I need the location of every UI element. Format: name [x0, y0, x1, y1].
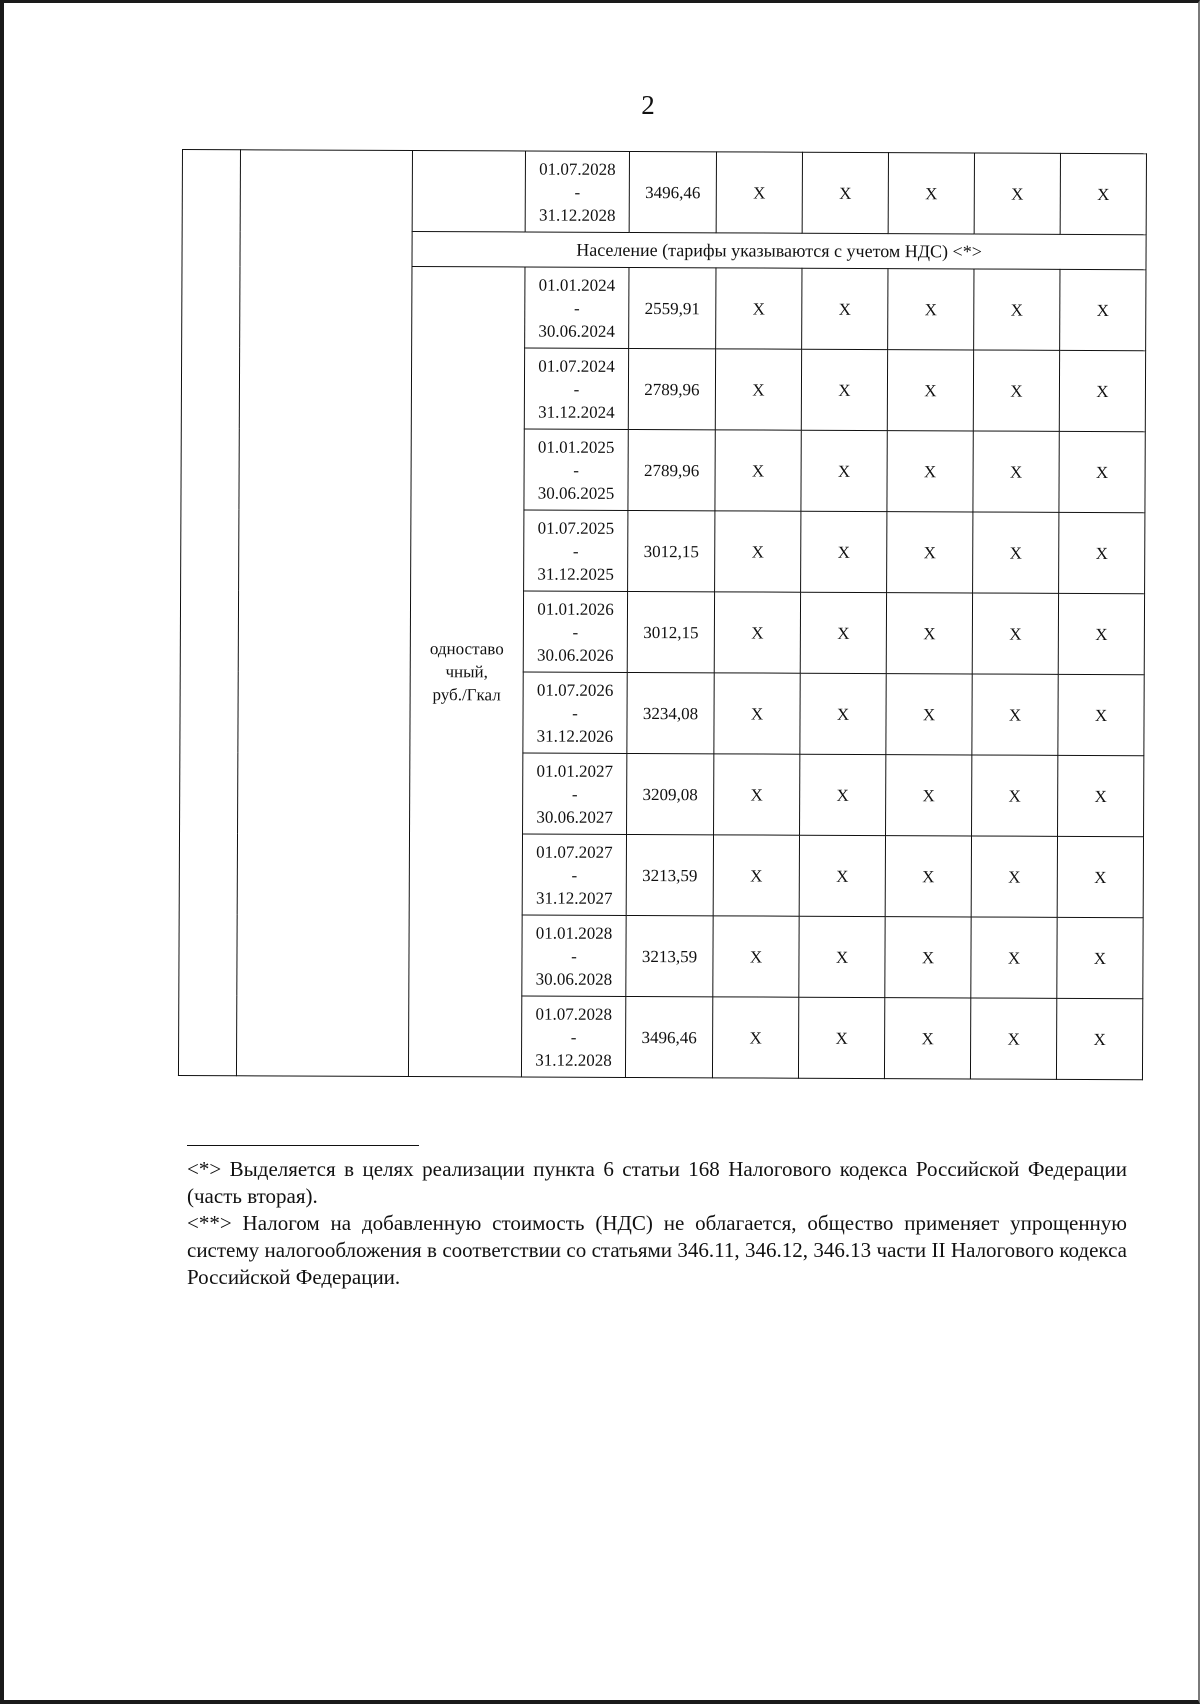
x-mark-cell: X — [971, 836, 1057, 917]
x-mark-cell: X — [799, 835, 885, 916]
period-separator: - — [574, 182, 581, 202]
empty-unit-cell — [412, 151, 525, 232]
period-separator: - — [572, 703, 578, 723]
period-from: 01.01.2024 — [538, 275, 616, 295]
period-separator: - — [573, 460, 579, 480]
unit-label-line: одноставо — [429, 639, 504, 659]
x-mark-cell: X — [715, 511, 801, 592]
x-mark-cell: X — [973, 512, 1059, 593]
tariff-value-cell: 2789,96 — [628, 348, 715, 429]
period-to: 31.12.2027 — [535, 888, 613, 908]
tariff-value-cell: 3213,59 — [626, 915, 713, 996]
x-mark-cell: X — [1056, 998, 1142, 1079]
footnote-vat-allocated: <*> Выделяется в целях реализации пункта 6 статьи 168 Налогового кодекса Российской Федерации (часть вторая). — [187, 1157, 1127, 1208]
period-to: 30.06.2026 — [537, 645, 614, 665]
period-to: 31.12.2025 — [537, 564, 614, 584]
x-mark-cell: X — [884, 998, 970, 1079]
x-mark-cell: X — [974, 269, 1060, 350]
period-cell — [523, 591, 627, 672]
x-mark-cell: X — [716, 268, 802, 349]
x-mark-cell: X — [885, 836, 971, 917]
period-separator: - — [571, 865, 578, 885]
x-mark-cell: X — [798, 997, 884, 1078]
page-number: 2 — [641, 90, 655, 120]
x-mark-cell: X — [801, 349, 887, 430]
tariff-value-cell: 3012,15 — [628, 510, 715, 591]
unit-label-line: руб./Гкал — [432, 685, 501, 705]
period-separator: - — [572, 541, 579, 561]
period-separator: - — [573, 379, 580, 399]
period-from: 01.07.2028 — [539, 159, 616, 179]
x-mark-cell: X — [800, 754, 886, 835]
period-cell — [523, 753, 627, 834]
tariff-value-cell: 3234,08 — [627, 672, 714, 753]
x-mark-cell: X — [714, 592, 800, 673]
period-to: 30.06.2025 — [537, 483, 615, 503]
x-mark-cell: X — [1060, 153, 1146, 234]
x-mark-cell: X — [973, 350, 1059, 431]
x-mark-cell: X — [716, 152, 802, 233]
empty-col-1-cell — [178, 150, 240, 1076]
x-mark-cell: X — [970, 998, 1056, 1079]
x-mark-cell: X — [714, 673, 800, 754]
x-mark-cell: X — [887, 350, 973, 431]
x-mark-cell: X — [888, 269, 974, 350]
period-separator: - — [573, 298, 580, 318]
x-mark-cell: X — [713, 916, 799, 997]
period-from: 01.01.2028 — [535, 923, 613, 943]
x-mark-cell: X — [888, 153, 974, 234]
tariff-table — [178, 149, 1147, 1080]
x-mark-cell: X — [886, 755, 972, 836]
x-mark-cell: X — [972, 593, 1058, 674]
x-mark-cell: X — [887, 512, 973, 593]
period-separator: - — [571, 784, 578, 804]
x-mark-cell: X — [801, 430, 887, 511]
period-separator: - — [572, 622, 579, 642]
tariff-value-cell: 2559,91 — [629, 267, 716, 348]
x-mark-cell: X — [715, 430, 801, 511]
period-from: 01.07.2025 — [537, 518, 615, 538]
tariff-value-cell: 2789,96 — [628, 429, 715, 510]
x-mark-cell: X — [973, 431, 1059, 512]
period-to: 30.06.2024 — [538, 321, 616, 341]
x-mark-cell: X — [887, 431, 973, 512]
period-cell — [521, 996, 625, 1077]
x-mark-cell: X — [971, 917, 1057, 998]
x-mark-cell: X — [886, 674, 972, 755]
x-mark-cell: X — [1059, 431, 1145, 512]
period-cell — [524, 348, 628, 429]
period-cell — [523, 672, 627, 753]
period-from: 01.07.2024 — [538, 356, 615, 376]
footnote-vat-exempt: <**> Налогом на добавленную стоимость (НДС) не облагается, общество применяет упрощенную систему налогообложения в соответствии со статьями 346.11, 346.12, 346.13 части II Налогового кодекса Российской Федерации. — [187, 1211, 1127, 1289]
footnotes — [187, 1145, 1127, 1291]
tariff-value-cell: 3496,46 — [625, 996, 712, 1077]
period-to: 31.12.2026 — [536, 726, 614, 746]
period-to: 31.12.2028 — [538, 205, 616, 225]
period-to: 31.12.2028 — [535, 1050, 612, 1070]
unit-label-cell — [408, 267, 525, 1077]
tariff-value-cell: 3213,59 — [626, 834, 713, 915]
period-separator: - — [570, 1027, 577, 1047]
x-mark-cell: X — [1058, 755, 1144, 836]
x-mark-cell: X — [800, 592, 886, 673]
period-from: 01.07.2028 — [535, 1004, 613, 1024]
period-cell — [524, 510, 628, 591]
x-mark-cell: X — [972, 674, 1058, 755]
x-mark-cell: X — [799, 916, 885, 997]
period-cell — [524, 429, 628, 510]
x-mark-cell: X — [713, 835, 799, 916]
x-mark-cell: X — [974, 153, 1060, 234]
tariff-value-cell: 3496,46 — [629, 151, 716, 232]
period-to: 30.06.2028 — [535, 969, 613, 989]
empty-col-2-cell — [236, 150, 412, 1077]
unit-label-line: чный, — [445, 662, 488, 682]
table-row — [182, 150, 1146, 235]
tariff-value-cell: 3012,15 — [627, 591, 714, 672]
x-mark-cell: X — [802, 152, 888, 233]
period-from: 01.01.2027 — [536, 761, 614, 781]
x-mark-cell: X — [972, 755, 1058, 836]
x-mark-cell: X — [1060, 269, 1146, 350]
period-cell — [525, 267, 629, 348]
tariff-value-cell: 3209,08 — [627, 753, 714, 834]
section-header-cell: Население (тарифы указываются с учетом НДС) <*> — [412, 232, 1146, 270]
tariff-table-body — [178, 150, 1146, 1080]
period-from: 01.01.2025 — [537, 437, 615, 457]
period-cell — [522, 834, 626, 915]
x-mark-cell: X — [1057, 917, 1143, 998]
footnote-divider — [187, 1145, 419, 1146]
x-mark-cell: X — [801, 511, 887, 592]
period-from: 01.01.2026 — [537, 599, 614, 619]
period-to: 31.12.2024 — [538, 402, 615, 422]
period-cell — [522, 915, 626, 996]
x-mark-cell: X — [800, 673, 886, 754]
x-mark-cell: X — [1058, 593, 1144, 674]
x-mark-cell: X — [1058, 674, 1144, 755]
period-from: 01.07.2026 — [536, 680, 614, 700]
x-mark-cell: X — [1059, 512, 1145, 593]
x-mark-cell: X — [715, 349, 801, 430]
x-mark-cell: X — [886, 593, 972, 674]
period-cell — [525, 151, 629, 232]
x-mark-cell: X — [1059, 350, 1145, 431]
period-from: 01.07.2027 — [536, 842, 613, 862]
x-mark-cell: X — [712, 997, 798, 1078]
x-mark-cell: X — [714, 754, 800, 835]
period-to: 30.06.2027 — [536, 807, 613, 827]
x-mark-cell: X — [802, 268, 888, 349]
x-mark-cell: X — [885, 917, 971, 998]
period-separator: - — [571, 946, 577, 966]
x-mark-cell: X — [1057, 836, 1143, 917]
